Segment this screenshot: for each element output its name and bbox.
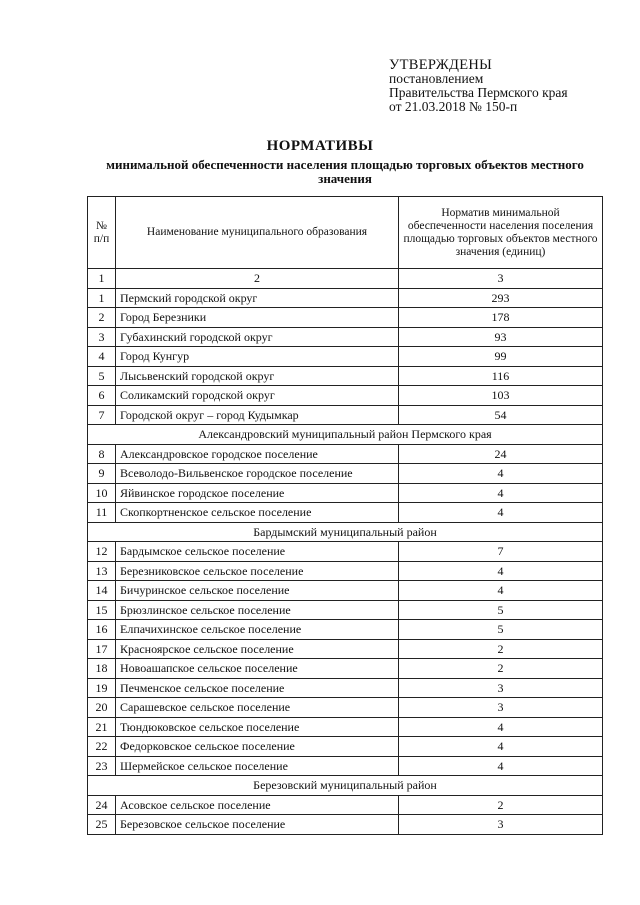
table-row — [88, 659, 603, 679]
municipality-name: Новоашапское сельское поселение — [116, 659, 399, 679]
municipality-name: Скопкортненское сельское поселение — [116, 503, 399, 523]
norm-value: 5 — [399, 600, 603, 620]
norm-value: 103 — [399, 386, 603, 406]
table-row — [88, 756, 603, 776]
municipality-name: Асовское сельское поселение — [116, 795, 399, 815]
approval-line: УТВЕРЖДЕНЫ — [389, 57, 493, 73]
table-row — [88, 717, 603, 737]
municipality-name: Брюзлинское сельское поселение — [116, 600, 399, 620]
norm-value: 2 — [399, 639, 603, 659]
row-number: 20 — [88, 698, 116, 718]
norm-value: 4 — [399, 581, 603, 601]
table-row — [88, 386, 603, 406]
row-number: 6 — [88, 386, 116, 406]
norm-value: 4 — [399, 503, 603, 523]
table-row — [88, 308, 603, 328]
norm-value: 4 — [399, 756, 603, 776]
row-number: 22 — [88, 737, 116, 757]
table-row — [88, 698, 603, 718]
header-name: Наименование муниципального образования — [116, 197, 399, 269]
municipality-name: Красноярское сельское поселение — [116, 639, 399, 659]
row-number: 13 — [88, 561, 116, 581]
municipality-name: Городской округ – город Кудымкар — [116, 405, 399, 425]
norm-value: 54 — [399, 405, 603, 425]
municipality-name: Всеволодо-Вильвенское городское поселение — [116, 464, 399, 484]
table-row — [88, 483, 603, 503]
municipality-name: Губахинский городской округ — [116, 327, 399, 347]
row-number: 10 — [88, 483, 116, 503]
row-number: 14 — [88, 581, 116, 601]
norm-value: 24 — [399, 444, 603, 464]
municipality-name: Федорковское сельское поселение — [116, 737, 399, 757]
municipality-name: Бардымское сельское поселение — [116, 542, 399, 562]
row-number: 15 — [88, 600, 116, 620]
norm-value: 4 — [399, 464, 603, 484]
row-number: 3 — [88, 327, 116, 347]
column-number: 3 — [399, 269, 603, 289]
norm-value: 178 — [399, 308, 603, 328]
table-row — [88, 327, 603, 347]
table-row — [88, 561, 603, 581]
municipality-name: Тюндюковское сельское поселение — [116, 717, 399, 737]
row-number: 4 — [88, 347, 116, 367]
norms-table-body — [88, 197, 603, 835]
header-value: Норматив минимальной обеспеченности населения поселения площадью торговых объектов местного значения (единиц) — [399, 197, 603, 269]
district-section-row — [88, 776, 603, 796]
table-row — [88, 366, 603, 386]
row-number: 8 — [88, 444, 116, 464]
column-number: 1 — [88, 269, 116, 289]
table-row — [88, 678, 603, 698]
table-row — [88, 795, 603, 815]
district-section-row — [88, 522, 603, 542]
norm-value: 99 — [399, 347, 603, 367]
norms-table — [87, 196, 603, 835]
document-title: НОРМАТИВЫ — [266, 138, 374, 154]
row-number: 9 — [88, 464, 116, 484]
row-number: 16 — [88, 620, 116, 640]
table-row — [88, 815, 603, 835]
norm-value: 3 — [399, 815, 603, 835]
table-row — [88, 542, 603, 562]
table-row — [88, 581, 603, 601]
norm-value: 93 — [399, 327, 603, 347]
approval-line: Правительства Пермского края — [389, 85, 568, 100]
municipality-name: Березниковское сельское поселение — [116, 561, 399, 581]
row-number: 1 — [88, 288, 116, 308]
table-row — [88, 464, 603, 484]
row-number: 17 — [88, 639, 116, 659]
municipality-name: Березовское сельское поселение — [116, 815, 399, 835]
norm-value: 2 — [399, 659, 603, 679]
table-row — [88, 405, 603, 425]
header-num: № п/п — [88, 197, 116, 269]
table-row — [88, 737, 603, 757]
approval-line: постановлением — [389, 71, 484, 86]
table-row — [88, 620, 603, 640]
row-number: 25 — [88, 815, 116, 835]
row-number: 12 — [88, 542, 116, 562]
table-row — [88, 444, 603, 464]
municipality-name: Александровское городское поселение — [116, 444, 399, 464]
table-row — [88, 600, 603, 620]
district-name: Александровский муниципальный район Пермского края — [88, 425, 603, 445]
municipality-name: Соликамский городской округ — [116, 386, 399, 406]
norm-value: 4 — [399, 561, 603, 581]
district-section-row — [88, 425, 603, 445]
norm-value: 4 — [399, 483, 603, 503]
norm-value: 3 — [399, 678, 603, 698]
municipality-name: Яйвинское городское поселение — [116, 483, 399, 503]
table-row — [88, 288, 603, 308]
municipality-name: Елпачихинское сельское поселение — [116, 620, 399, 640]
municipality-name: Город Березники — [116, 308, 399, 328]
document-subtitle: минимальной обеспеченности населения площадью торговых объектов местного значения — [106, 157, 584, 186]
municipality-name: Пермский городской округ — [116, 288, 399, 308]
row-number: 2 — [88, 308, 116, 328]
municipality-name: Шермейское сельское поселение — [116, 756, 399, 776]
column-number: 2 — [116, 269, 399, 289]
norm-value: 4 — [399, 737, 603, 757]
district-name: Березовский муниципальный район — [88, 776, 603, 796]
norm-value: 116 — [399, 366, 603, 386]
row-number: 18 — [88, 659, 116, 679]
table-row — [88, 347, 603, 367]
approval-stamp — [389, 58, 629, 114]
norm-value: 2 — [399, 795, 603, 815]
municipality-name: Сарашевское сельское поселение — [116, 698, 399, 718]
norm-value: 293 — [399, 288, 603, 308]
municipality-name: Город Кунгур — [116, 347, 399, 367]
row-number: 24 — [88, 795, 116, 815]
row-number: 7 — [88, 405, 116, 425]
row-number: 23 — [88, 756, 116, 776]
municipality-name: Бичуринское сельское поселение — [116, 581, 399, 601]
norm-value: 4 — [399, 717, 603, 737]
row-number: 19 — [88, 678, 116, 698]
row-number: 21 — [88, 717, 116, 737]
norm-value: 5 — [399, 620, 603, 640]
table-header-row — [88, 197, 603, 269]
municipality-name: Печменское сельское поселение — [116, 678, 399, 698]
municipality-name: Лысьвенский городской округ — [116, 366, 399, 386]
row-number: 5 — [88, 366, 116, 386]
row-number: 11 — [88, 503, 116, 523]
norm-value: 7 — [399, 542, 603, 562]
table-row — [88, 639, 603, 659]
table-row — [88, 503, 603, 523]
norm-value: 3 — [399, 698, 603, 718]
approval-line: от 21.03.2018 № 150-п — [389, 99, 518, 114]
column-numbers-row — [88, 269, 603, 289]
district-name: Бардымский муниципальный район — [88, 522, 603, 542]
